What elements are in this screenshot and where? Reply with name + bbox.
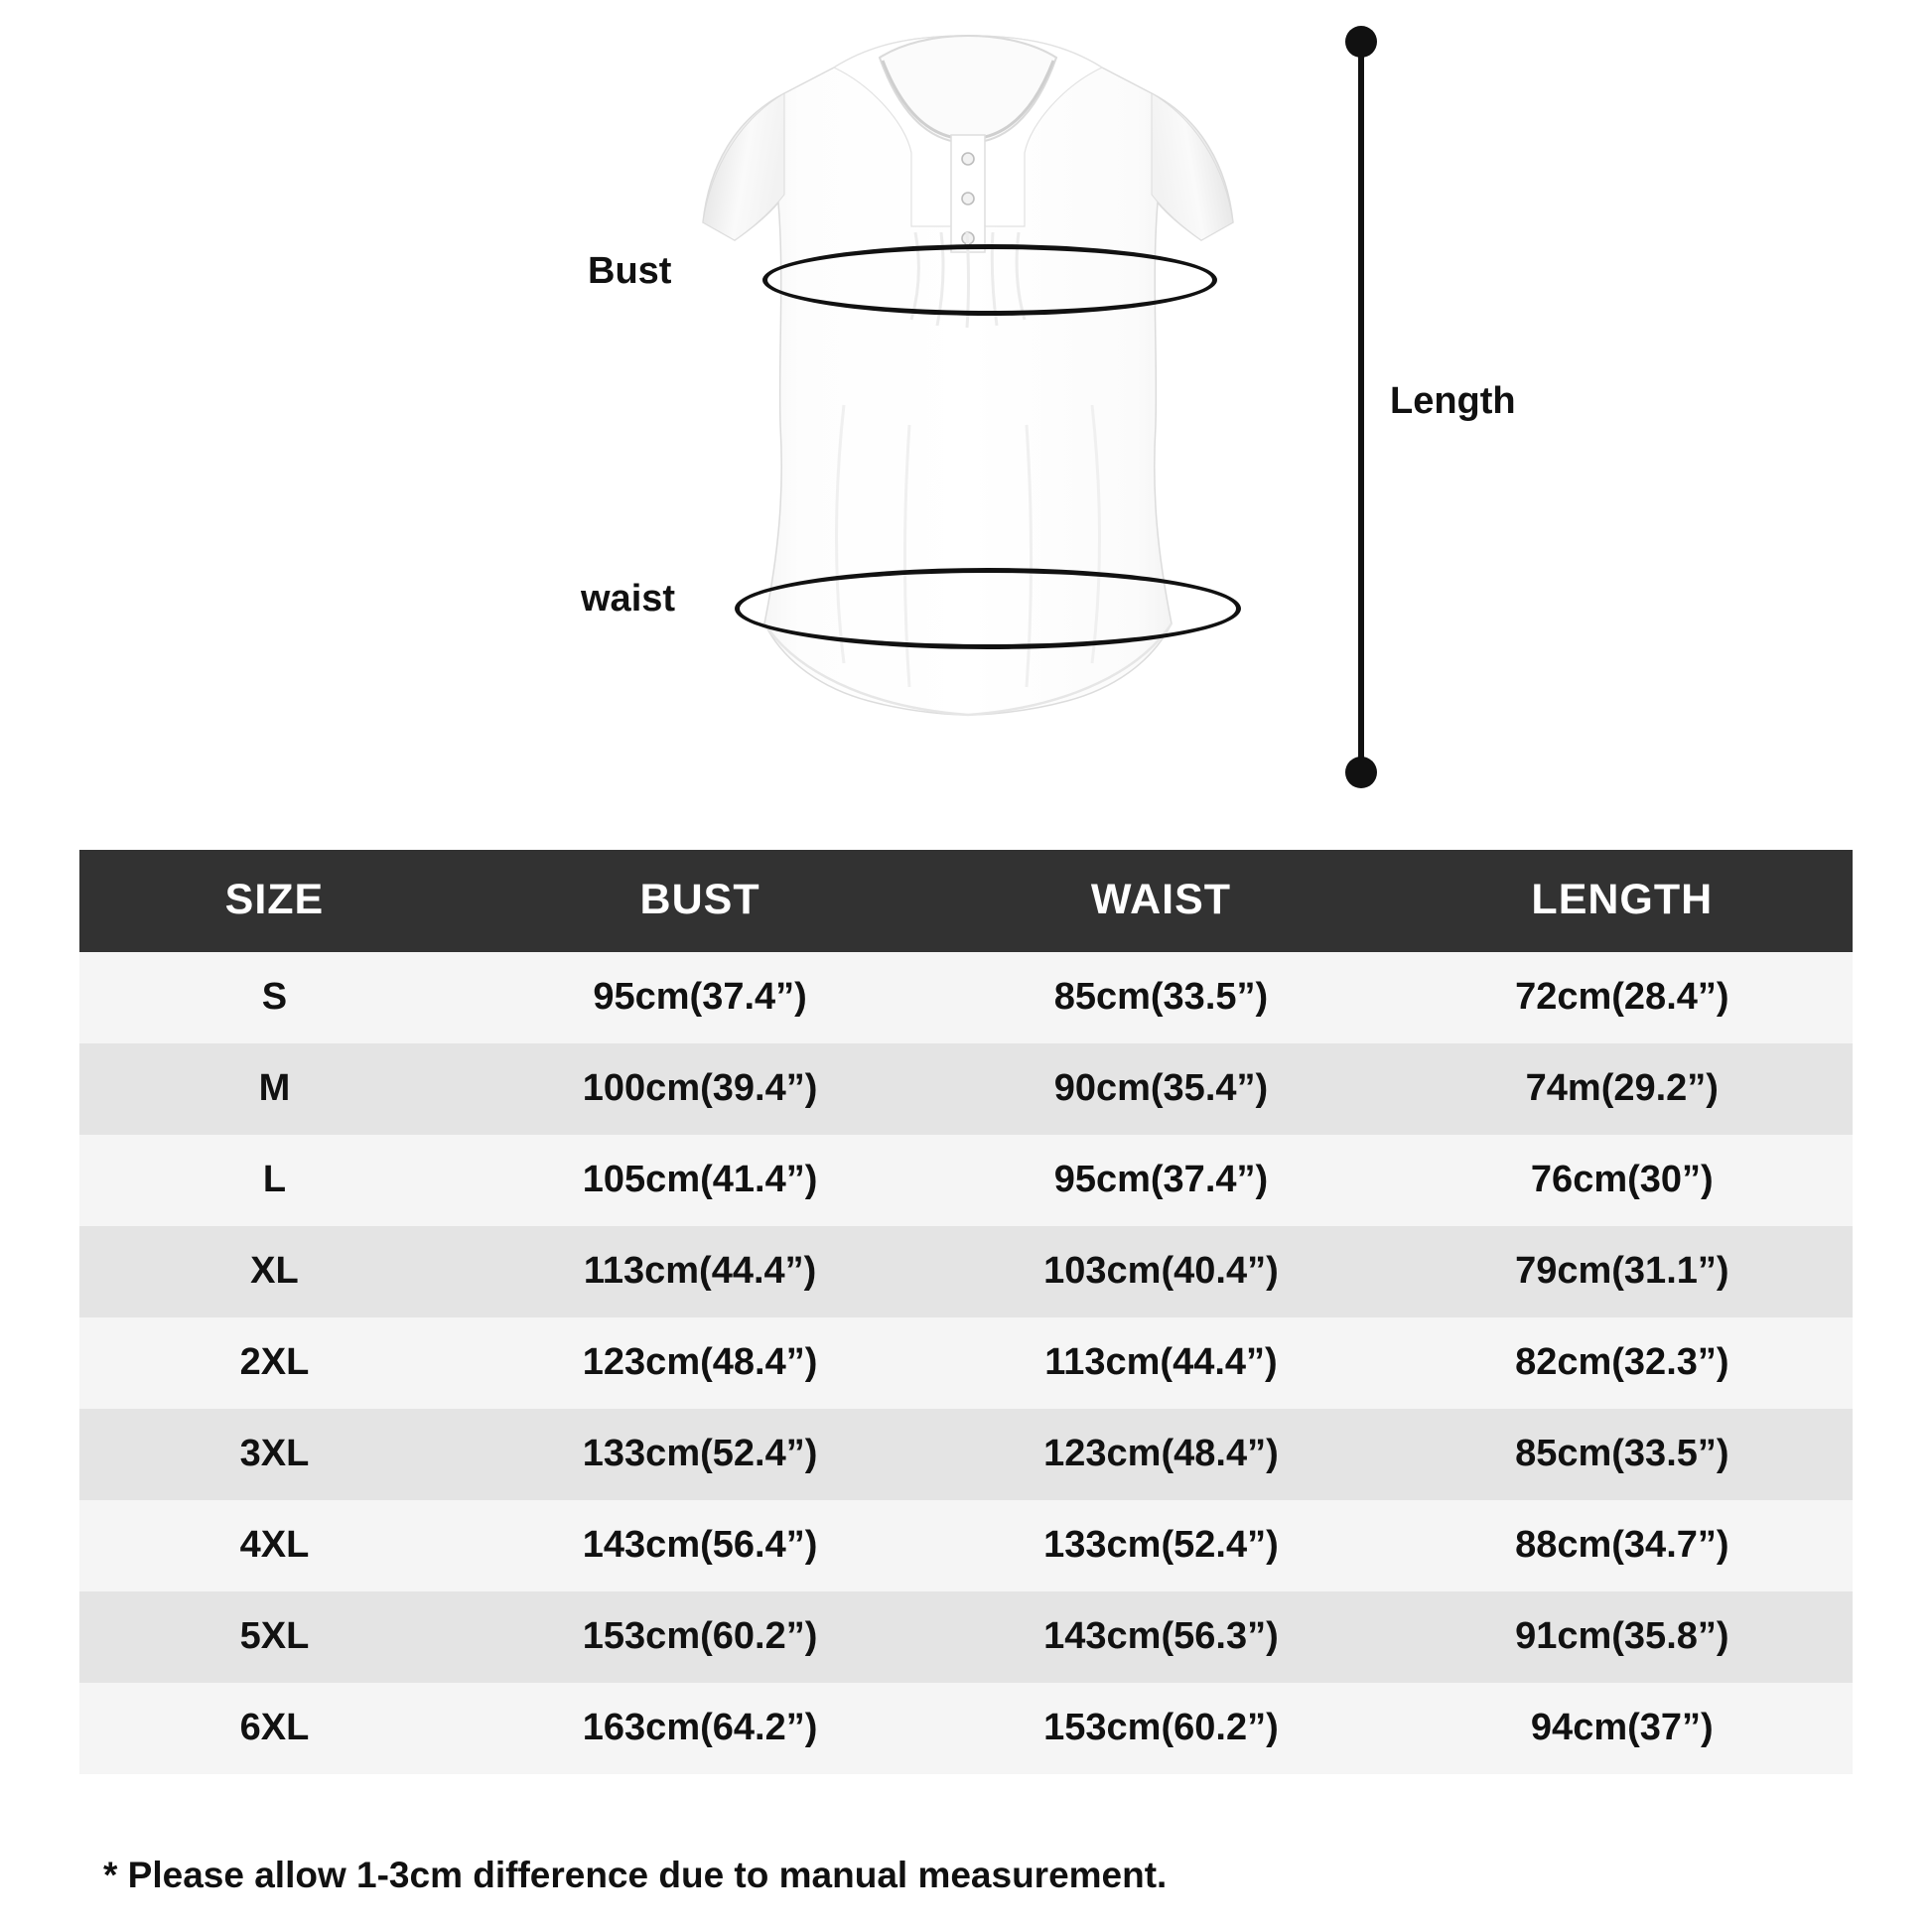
table-header-row — [79, 850, 1853, 952]
table-row — [79, 952, 1853, 1043]
measurement-diagram — [0, 0, 1932, 834]
size-chart — [79, 850, 1853, 1774]
table-row — [79, 1500, 1853, 1591]
cell-length: 85cm(33.5”) — [1392, 1409, 1853, 1500]
cell-size: L — [79, 1135, 470, 1226]
table-row — [79, 1043, 1853, 1135]
table-row — [79, 1317, 1853, 1409]
cell-size: 5XL — [79, 1591, 470, 1683]
cell-waist: 113cm(44.4”) — [930, 1317, 1391, 1409]
column-header-length: LENGTH — [1392, 850, 1853, 952]
length-label: Length — [1390, 380, 1516, 422]
cell-length: 74m(29.2”) — [1392, 1043, 1853, 1135]
cell-size: 6XL — [79, 1683, 470, 1774]
garment-illustration — [685, 28, 1251, 812]
cell-bust: 163cm(64.2”) — [470, 1683, 930, 1774]
cell-size: XL — [79, 1226, 470, 1317]
cell-size: 4XL — [79, 1500, 470, 1591]
cell-length: 82cm(32.3”) — [1392, 1317, 1853, 1409]
cell-size: 3XL — [79, 1409, 470, 1500]
column-header-size: SIZE — [79, 850, 470, 952]
table-row — [79, 1226, 1853, 1317]
length-arrow-top-dot — [1345, 26, 1377, 58]
cell-bust: 143cm(56.4”) — [470, 1500, 930, 1591]
cell-waist: 95cm(37.4”) — [930, 1135, 1391, 1226]
cell-bust: 113cm(44.4”) — [470, 1226, 930, 1317]
cell-waist: 133cm(52.4”) — [930, 1500, 1391, 1591]
waist-measure-ellipse — [735, 568, 1241, 649]
cell-waist: 103cm(40.4”) — [930, 1226, 1391, 1317]
cell-size: S — [79, 952, 470, 1043]
measurement-footnote: * Please allow 1-3cm difference due to manual measurement. — [103, 1855, 1168, 1895]
cell-waist: 153cm(60.2”) — [930, 1683, 1391, 1774]
cell-bust: 123cm(48.4”) — [470, 1317, 930, 1409]
table-row — [79, 1591, 1853, 1683]
size-table — [79, 850, 1853, 1774]
cell-bust: 95cm(37.4”) — [470, 952, 930, 1043]
table-row — [79, 1135, 1853, 1226]
cell-length: 79cm(31.1”) — [1392, 1226, 1853, 1317]
cell-waist: 90cm(35.4”) — [930, 1043, 1391, 1135]
column-header-waist: WAIST — [930, 850, 1391, 952]
cell-bust: 133cm(52.4”) — [470, 1409, 930, 1500]
cell-length: 76cm(30”) — [1392, 1135, 1853, 1226]
cell-size: 2XL — [79, 1317, 470, 1409]
bust-measure-ellipse — [762, 244, 1217, 316]
bust-label: Bust — [588, 250, 672, 292]
waist-label: waist — [581, 578, 676, 620]
cell-bust: 105cm(41.4”) — [470, 1135, 930, 1226]
cell-bust: 153cm(60.2”) — [470, 1591, 930, 1683]
cell-bust: 100cm(39.4”) — [470, 1043, 930, 1135]
table-row — [79, 1409, 1853, 1500]
cell-length: 91cm(35.8”) — [1392, 1591, 1853, 1683]
cell-length: 88cm(34.7”) — [1392, 1500, 1853, 1591]
cell-waist: 123cm(48.4”) — [930, 1409, 1391, 1500]
cell-size: M — [79, 1043, 470, 1135]
length-arrow-line — [1358, 38, 1364, 772]
length-arrow-bottom-dot — [1345, 757, 1377, 788]
cell-waist: 85cm(33.5”) — [930, 952, 1391, 1043]
cell-waist: 143cm(56.3”) — [930, 1591, 1391, 1683]
column-header-bust: BUST — [470, 850, 930, 952]
cell-length: 72cm(28.4”) — [1392, 952, 1853, 1043]
table-row — [79, 1683, 1853, 1774]
cell-length: 94cm(37”) — [1392, 1683, 1853, 1774]
